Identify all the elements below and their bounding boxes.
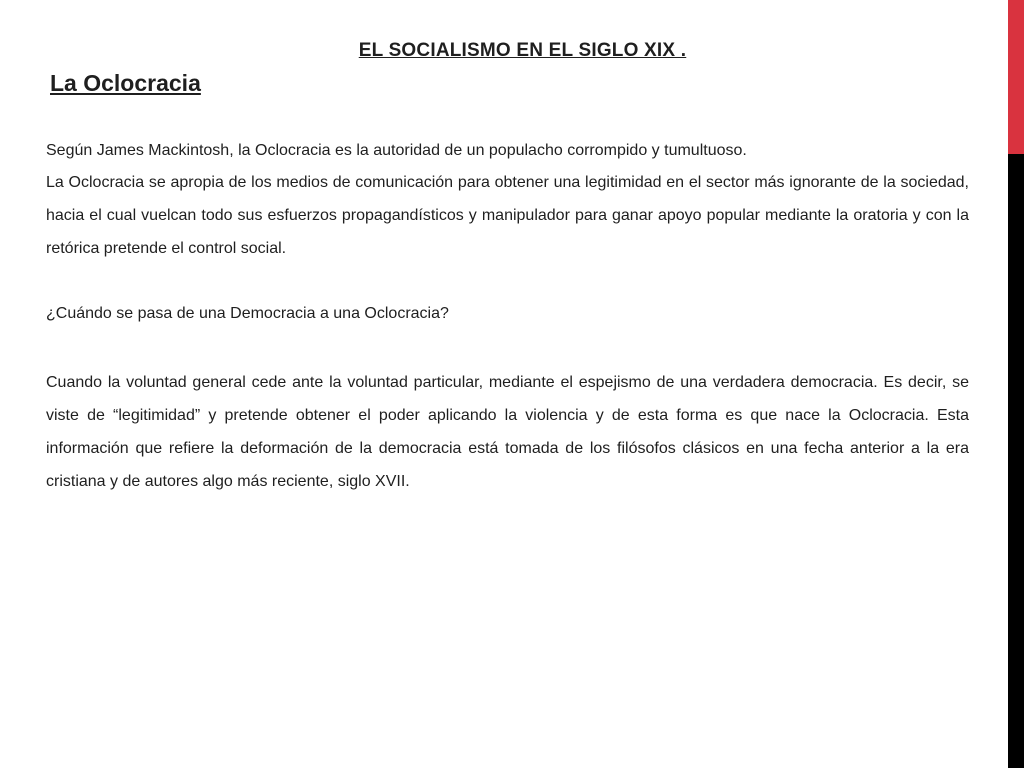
- accent-bar-black: [1008, 154, 1024, 768]
- paragraph-question: ¿Cuándo se pasa de una Democracia a una Oclocracia?: [46, 305, 449, 322]
- slide-subtitle: La Oclocracia: [50, 70, 201, 96]
- slide-title: EL SOCIALISMO EN EL SIGLO XIX .: [358, 40, 687, 61]
- paragraph-answer: Cuando la voluntad general cede ante la voluntad particular, mediante el espejismo de una verdadera democracia. Es decir, se viste de “legitimidad” y pretende obtener el poder aplicando la violencia y de esta forma es que nace la Oclocracia. Esta información que refiere la deformación de la democracia está tomada de los filósofos clásicos en una fecha anterior a la era cristiana y de autores algo más reciente, siglo XVII.: [46, 374, 969, 490]
- paragraph-description: La Oclocracia se apropia de los medios de comunicación para obtener una legitimidad en el sector más ignorante de la sociedad, hacia el cual vuelcan todo sus esfuerzos propagandísticos y manipulador para ganar apoyo popular mediante la oratoria y con la retórica pretende el control social.: [46, 174, 969, 257]
- accent-bar-red: [1008, 0, 1024, 154]
- paragraph-definition: Según James Mackintosh, la Oclocracia es la autoridad de un populacho corrompido y tumultuoso.: [46, 142, 747, 159]
